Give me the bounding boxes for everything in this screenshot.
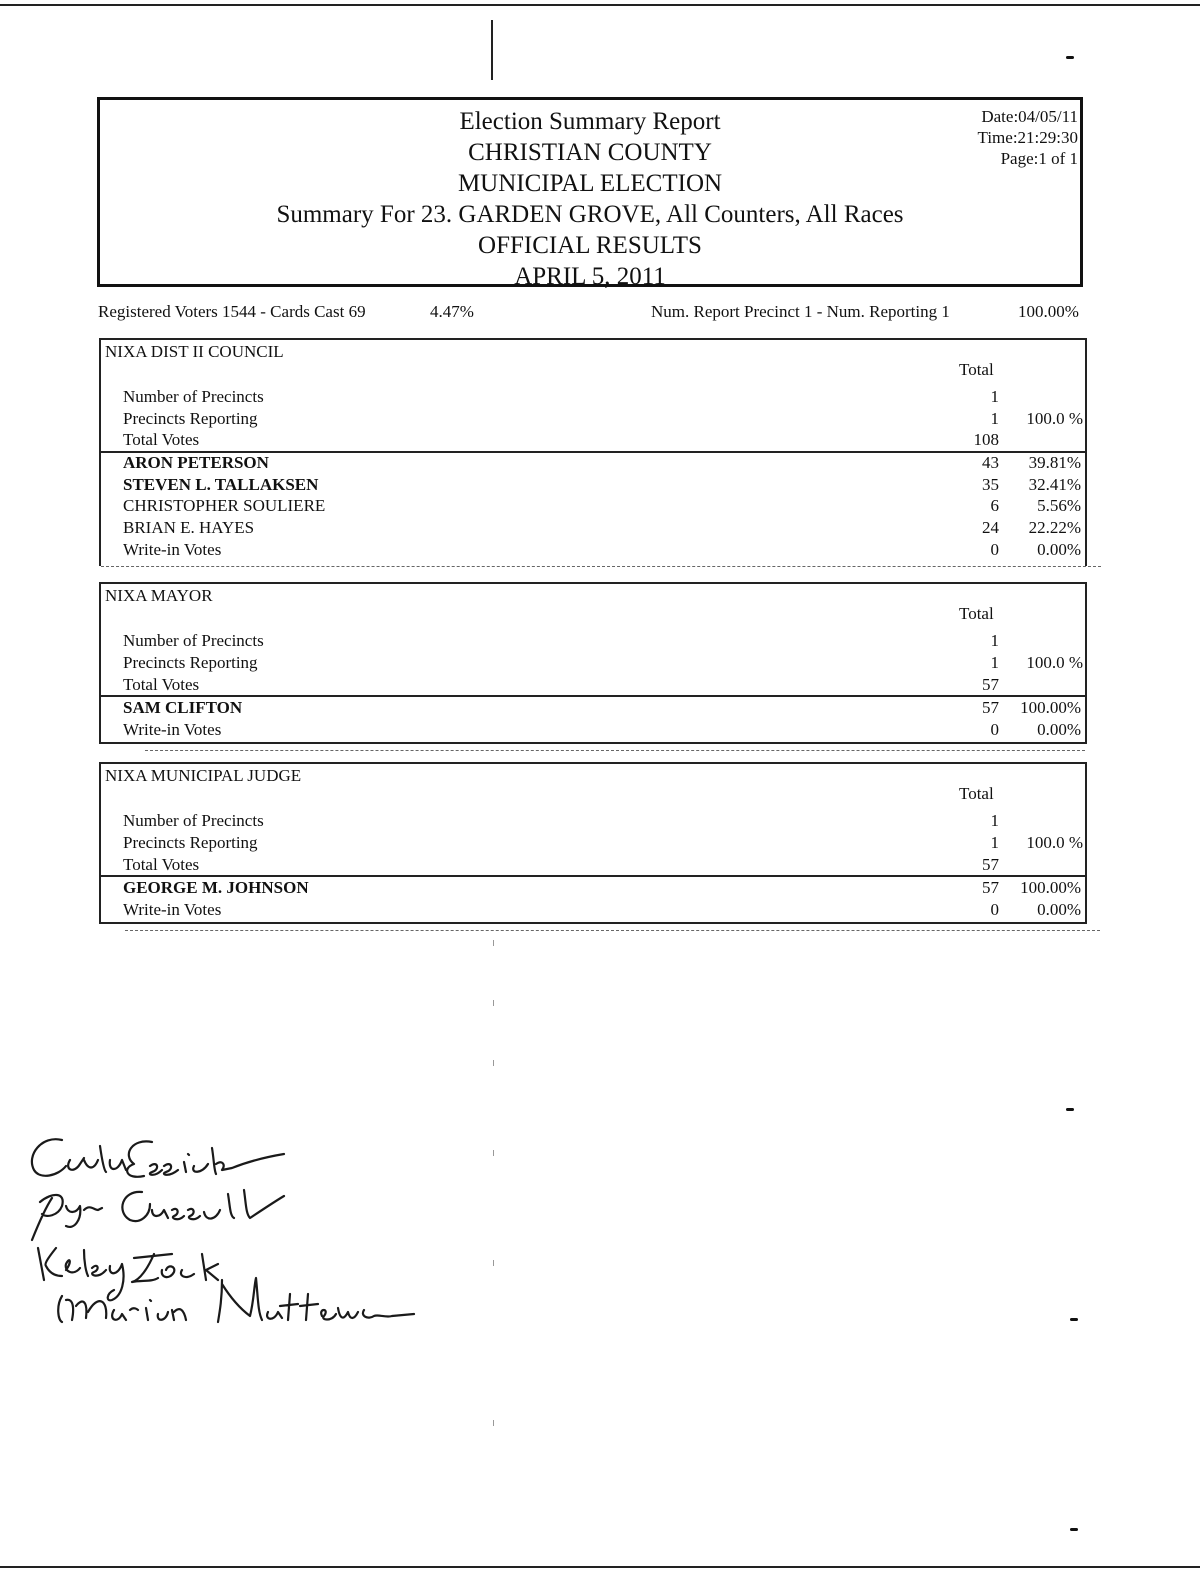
candidate-votes: 6 [990, 496, 999, 515]
race-tear-line [145, 750, 1085, 751]
stat-value: 1 [990, 409, 999, 428]
candidate-name: GEORGE M. JOHNSON [123, 878, 309, 897]
cards-cast-percent: 4.47% [430, 302, 474, 321]
candidate-row [101, 452, 1085, 474]
report-page: Page:1 of 1 [1000, 149, 1078, 168]
candidate-votes: 0 [990, 900, 999, 919]
candidate-row [101, 899, 1085, 921]
stat-value: 1 [990, 387, 999, 406]
total-column-header: Total [959, 784, 994, 803]
stat-percent: 100.0 % [1026, 653, 1083, 672]
candidate-name: SAM CLIFTON [123, 698, 243, 717]
candidate-row [101, 495, 1085, 517]
race-tear-line [125, 930, 1100, 931]
scan-speck [1066, 1108, 1074, 1111]
stat-label: Total Votes [123, 675, 200, 694]
candidate-row [101, 719, 1085, 741]
stat-label: Total Votes [123, 430, 200, 449]
stat-value: 108 [973, 430, 999, 449]
candidate-row [101, 877, 1085, 899]
candidate-percent: 5.56% [1037, 496, 1081, 515]
precincts-reporting-percent: 100.00% [1018, 302, 1079, 321]
scan-bottom-edge [0, 1566, 1200, 1568]
stat-label: Precincts Reporting [123, 409, 258, 428]
candidate-name: Write-in Votes [123, 900, 222, 919]
stat-label: Number of Precincts [123, 811, 264, 830]
scan-speck [1070, 1528, 1078, 1531]
election-date: APRIL 5, 2011 [514, 263, 666, 290]
candidate-name: BRIAN E. HAYES [123, 518, 255, 537]
candidate-votes: 24 [982, 518, 999, 537]
report-meta [978, 106, 1078, 169]
candidate-percent: 22.22% [1028, 518, 1081, 537]
candidate-percent: 0.00% [1037, 540, 1081, 559]
signature-carla-essick [32, 1139, 284, 1177]
stat-value: 1 [990, 631, 999, 650]
scan-speck [1066, 56, 1074, 59]
stat-value: 57 [982, 855, 999, 874]
total-column-header: Total [959, 604, 994, 623]
candidate-percent: 32.41% [1028, 475, 1081, 494]
stat-label: Number of Precincts [123, 631, 264, 650]
candidate-votes: 0 [990, 720, 999, 739]
scan-top-edge [0, 4, 1200, 6]
stat-row [101, 630, 1085, 652]
stat-row [101, 408, 1085, 430]
report-date: Date:04/05/11 [981, 107, 1078, 126]
race-mayor [99, 582, 1087, 744]
race-judge [99, 762, 1087, 924]
report-title: Election Summary Report [459, 108, 721, 135]
stat-value: 1 [990, 653, 999, 672]
precincts-reporting-summary: Num. Report Precinct 1 - Num. Reporting 1 [651, 302, 950, 321]
stat-row [101, 674, 1085, 696]
scan-tick [493, 1060, 494, 1066]
stat-value: 1 [990, 833, 999, 852]
candidate-votes: 57 [982, 878, 999, 897]
race-title: NIXA MAYOR [105, 586, 213, 605]
stat-row [101, 652, 1085, 674]
candidate-name: ARON PETERSON [123, 453, 269, 472]
stat-value: 1 [990, 811, 999, 830]
candidate-name: STEVEN L. TALLAKSEN [123, 475, 319, 494]
stat-label: Total Votes [123, 855, 200, 874]
candidate-votes: 35 [982, 475, 999, 494]
report-time: Time:21:29:30 [977, 128, 1078, 147]
candidate-row [101, 697, 1085, 719]
county-name: CHRISTIAN COUNTY [468, 139, 712, 166]
scan-tick [493, 1000, 494, 1006]
stat-percent: 100.0 % [1026, 409, 1083, 428]
scan-tick [493, 1260, 494, 1266]
scan-speck [1070, 1318, 1078, 1321]
registered-voters: Registered Voters 1544 - Cards Cast 69 [98, 302, 366, 321]
race-council [99, 338, 1087, 566]
stat-label: Number of Precincts [123, 387, 264, 406]
candidate-row [101, 474, 1085, 496]
candidate-votes: 43 [982, 453, 999, 472]
scan-tick [493, 1420, 494, 1426]
candidate-percent: 0.00% [1037, 720, 1081, 739]
scan-tick [493, 1150, 494, 1156]
stat-percent: 100.0 % [1026, 833, 1083, 852]
election-name: MUNICIPAL ELECTION [457, 170, 723, 197]
candidate-name: Write-in Votes [123, 540, 222, 559]
race-bottom-rule [101, 566, 1101, 567]
stat-value: 57 [982, 675, 999, 694]
report-header [97, 97, 1083, 290]
race-title: NIXA DIST II COUNCIL [105, 342, 284, 361]
candidate-name: Write-in Votes [123, 720, 222, 739]
scan-fold-mark [491, 20, 493, 80]
candidate-votes: 57 [982, 698, 999, 717]
candidate-name: CHRISTOPHER SOULIERE [123, 496, 326, 515]
results-status: OFFICIAL RESULTS [478, 232, 702, 259]
stat-row [101, 386, 1085, 408]
signature-lynn-russell [32, 1190, 284, 1240]
stat-row [101, 854, 1085, 876]
candidate-percent: 39.81% [1028, 453, 1081, 472]
candidate-percent: 100.00% [1020, 698, 1081, 717]
report-title-block [100, 106, 1080, 292]
candidate-votes: 0 [990, 540, 999, 559]
total-column-header: Total [959, 360, 994, 379]
candidate-row [101, 517, 1085, 539]
stat-label: Precincts Reporting [123, 653, 258, 672]
candidate-percent: 100.00% [1020, 878, 1081, 897]
race-title: NIXA MUNICIPAL JUDGE [105, 766, 302, 785]
signature-block [22, 1130, 442, 1330]
summary-scope: Summary For 23. GARDEN GROVE, All Counters, All Races [276, 201, 904, 228]
stat-row [101, 832, 1085, 854]
scan-tick [493, 940, 494, 946]
stat-row [101, 429, 1085, 451]
candidate-percent: 0.00% [1037, 900, 1081, 919]
signature-kelsey-lock [38, 1248, 218, 1300]
stat-row [101, 810, 1085, 832]
stat-label: Precincts Reporting [123, 833, 258, 852]
candidate-row [101, 539, 1085, 561]
